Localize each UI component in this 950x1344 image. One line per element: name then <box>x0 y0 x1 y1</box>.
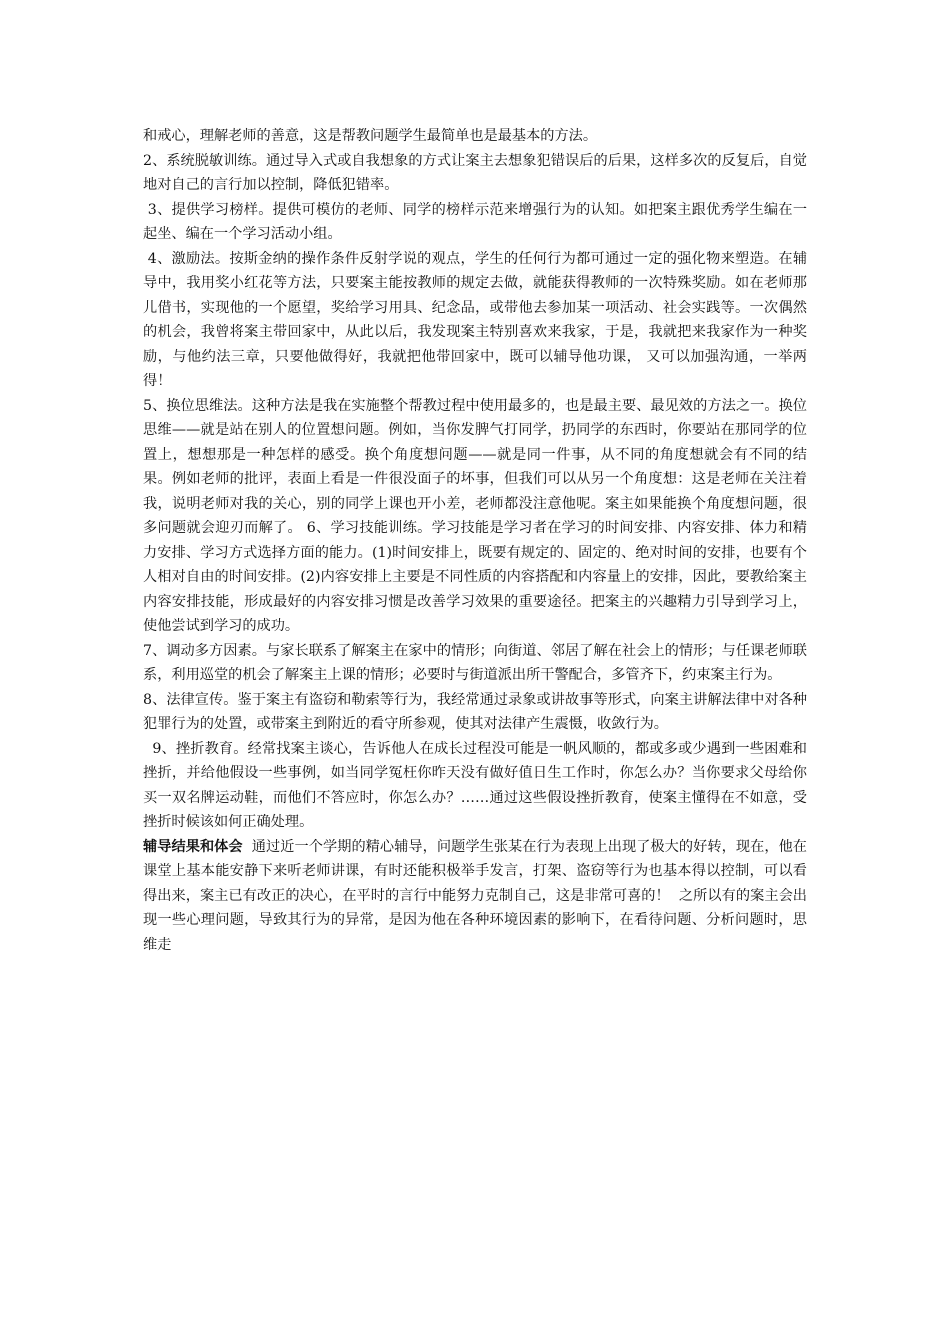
document-body <box>143 124 807 957</box>
paragraph-results <box>143 835 807 958</box>
results-text: 通过近一个学期的精心辅导，问题学生张某在行为表现上出现了极大的好转，现在，他在课堂上基本能安静下来听老师讲课，有时还能积极举手发言，打架、盗窃等行为也基本得以控制，可以看得出来，案主已有改正的决心，在平时的言行中能努力克制自己，这是非常可喜的！ 之所以有的案主会出现一些心理问题，导致其行为的异常，是因为他在各种环境因素的影响下，在看待问题、分析问题时，思维走 <box>143 838 807 953</box>
paragraph-item-3: 3、提供学习榜样。提供可模仿的老师、同学的榜样示范来增强行为的认知。如把案主跟优秀学生编在一起坐、编在一个学习活动小组。 <box>143 201 808 242</box>
paragraph-item-9: 9、挫折教育。经常找案主谈心，告诉他人在成长过程没可能是一帆风顺的，都或多或少遇到一些困难和挫折，并给他假设一些事例，如当同学冤枉你昨天没有做好值日生工作时，你怎么办？当你要求父母给你买一双名牌运动鞋，而他们不答应时，你怎么办？……通过这些假设挫折教育，使案主懂得在不如意，受挫折时候该如何正确处理。 <box>143 740 807 830</box>
paragraph-item-4: 4、激励法。按斯金纳的操作条件反射学说的观点，学生的任何行为都可通过一定的强化物来塑造。在辅导中，我用奖小红花等方法，只要案主能按教师的规定去做，就能获得教师的一次特殊奖励。如在老师那儿借书，实现他的一个愿望，奖给学习用具、纪念品，或带他去参加某一项活动、社会实践等。一次偶然的机会，我曾将案主带回家中，从此以后，我发现案主特别喜欢来我家，于是，我就把来我家作为一种奖励，与他约法三章，只要他做得好，我就把他带回家中，既可以辅导他功课， 又可以加强沟通，一举两得！ <box>143 250 808 389</box>
paragraph-intro: 和戒心，理解老师的善意，这是帮教问题学生最简单也是最基本的方法。 <box>143 128 598 144</box>
paragraph-item-5-6: 5、换位思维法。这种方法是我在实施整个帮教过程中使用最多的，也是最主要、最见效的方法之一。换位思维——就是站在别人的位置想问题。例如，当你发脾气打同学，扔同学的东西时，你要站在那同学的位置上，想想那是一种怎样的感受。换个角度想问题——就是同一件事，从不同的角度想就会有不同的结果。例如老师的批评，表面上看是一件很没面子的坏事，但我们可以从另一个角度想：这是老师在关注着我，说明老师对我的关心，别的同学上课也开小差，老师都没注意他呢。案主如果能换个角度想问题，很多问题就会迎刃而解了。 6、学习技能训练。学习技能是学习者在学习的时间安排、内容安排、体力和精力安排、学习方式选择方面的能力。(1)时间安排上，既要有规定的、固定的、绝对时间的安排，也要有个人相对自由的时间安排。(2)内容安排上主要是不同性质的内容搭配和内容量上的安排，因此，要教给案主内容安排技能，形成最好的内容安排习惯是改善学习效果的重要途径。把案主的兴趣精力引导到学习上，使他尝试到学习的成功。 <box>143 397 807 634</box>
paragraph-item-8: 8、法律宣传。鉴于案主有盗窃和勒索等行为，我经常通过录象或讲故事等形式，向案主讲解法律中对各种犯罪行为的处置，或带案主到附近的看守所参观，使其对法律产生震慑，收敛行为。 <box>143 691 807 732</box>
paragraph-item-7: 7、调动多方因素。与家长联系了解案主在家中的情形；向街道、邻居了解在社会上的情形；与任课老师联系，利用巡堂的机会了解案主上课的情形；必要时与街道派出所干警配合，多管齐下，约束案主行为。 <box>143 642 807 683</box>
paragraph-item-2: 2、系统脱敏训练。通过导入式或自我想象的方式让案主去想象犯错误后的后果，这样多次的反复后，自觉地对自己的言行加以控制，降低犯错率。 <box>143 152 807 193</box>
section-heading-results: 辅导结果和体会 <box>143 838 243 855</box>
